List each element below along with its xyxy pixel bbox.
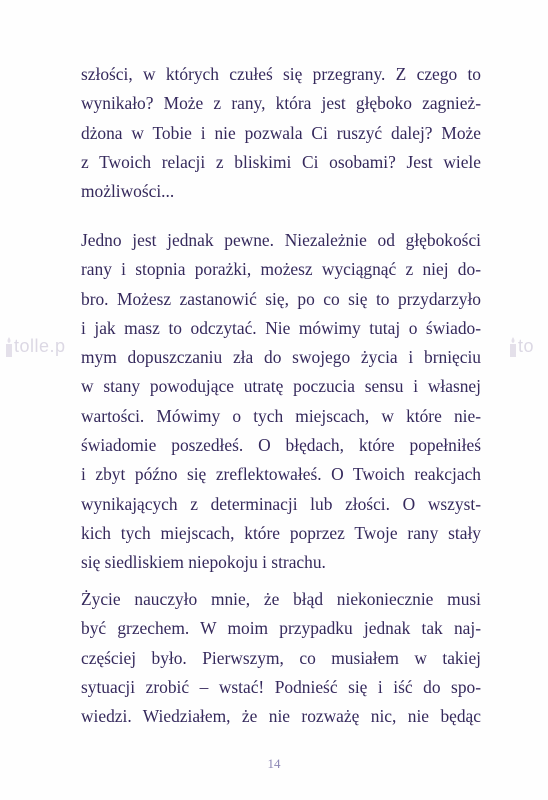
text-line: szłości, w których czułeś się przegrany. Z czego to [81, 64, 481, 84]
text-line: świadomie poszedłeś. O błędach, które popełniłeś [81, 435, 481, 456]
text-line: dżona w Tobie i nie pozwala Ci ruszyć dalej? Może [81, 122, 481, 143]
page-number: 14 [267, 756, 281, 771]
candle-icon [4, 336, 14, 358]
text-line: Jedno jest jednak pewne. Niezależnie od głębokości [81, 230, 481, 250]
text-line: wynikało? Może z rany, która jest głęboko zagnież- [81, 93, 481, 114]
text-line: się siedliskiem niepokoju i strachu. [81, 552, 326, 573]
text-line: kich tych miejscach, które poprzez Twoje rany stały [81, 522, 481, 543]
text-line: Życie nauczyło mnie, że błąd niekoniecznie musi [81, 589, 481, 609]
text-line: możliwości... [81, 181, 175, 202]
candle-icon [508, 336, 518, 358]
text-line: bro. Możesz zastanowić się, po co się to przydarzyło [81, 288, 481, 309]
text-line: z Twoich relacji z bliskimi Ci osobami? Jest wiele [81, 151, 481, 172]
paragraph-2 [81, 226, 481, 578]
watermark-left-text: tolle.p [14, 336, 66, 356]
text-line: wynikających z determinacji lub złości. O wszyst- [81, 493, 481, 514]
watermark-left [4, 336, 66, 358]
text-line: częściej było. Pierwszym, co musiałem w takiej [81, 647, 481, 668]
text-line: być grzechem. W moim przypadku jednak tak naj- [81, 618, 481, 639]
text-line: wiedzi. Wiedziałem, że nie rozważę nic, nie będąc [81, 706, 481, 727]
text-line: mym dopuszczaniu zła do swojego życia i brnięciu [81, 347, 481, 368]
text-line: wartości. Mówimy o tych miejscach, w które nie- [81, 405, 481, 426]
paragraph-3 [81, 585, 481, 731]
watermark-right-text: to [518, 336, 535, 356]
text-line: i jak masz to odczytać. Nie mówimy tutaj o świado- [81, 317, 481, 338]
text-line: w stany powodujące utratę poczucia sensu i własnej [81, 376, 481, 397]
text-line: i zbyt późno się zreflektowałeś. O Twoich reakcjach [81, 464, 481, 485]
text-line: rany i stopnia porażki, możesz wyciągnąć z niej do- [81, 259, 481, 280]
watermark-right [508, 336, 534, 358]
paragraph-1 [81, 60, 481, 206]
text-line: sytuacji zrobić – wstać! Podnieść się i iść do spo- [81, 676, 481, 697]
